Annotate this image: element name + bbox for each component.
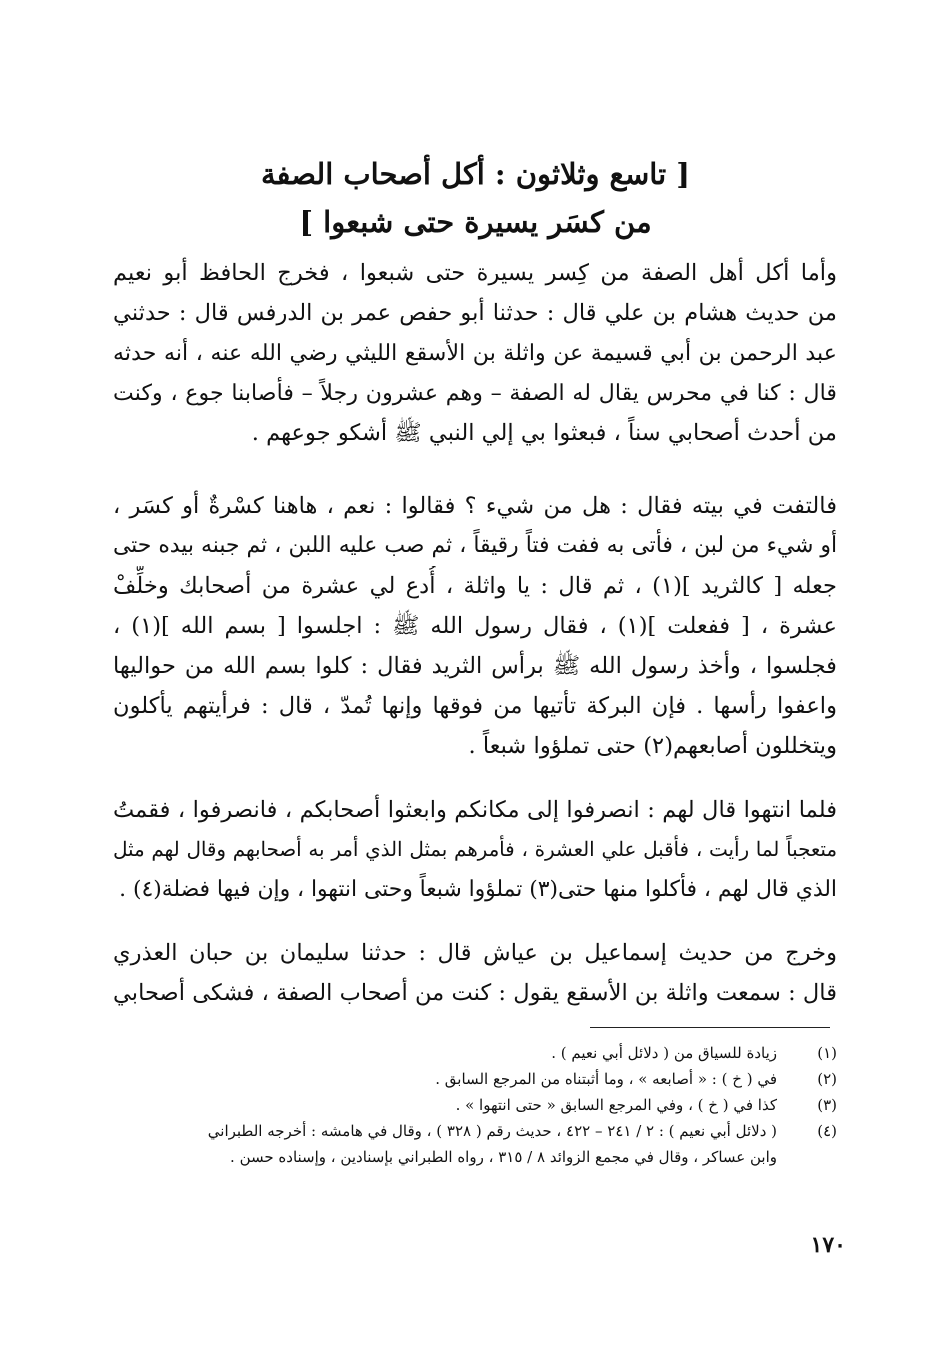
footnotes bbox=[113, 1040, 837, 1170]
footnote bbox=[113, 1092, 837, 1118]
paragraph-line: عبد الرحمن بن أبي قسيمة عن واثلة بن الأسقع الليثي رضي الله عنه ، أنه حدثه bbox=[113, 340, 837, 366]
footnote-number: (٢) bbox=[817, 1070, 837, 1088]
paragraph-line: عشرة ، [ ففعلت ](١) ، فقال رسول الله ﷺ : اجلسوا [ بسم الله ](١) ، bbox=[113, 613, 837, 639]
footnote-number: (٤) bbox=[817, 1122, 837, 1140]
paragraph-line: أو شيء من لبن ، فأتى به ففت فتاً رقيقاً ، ثم صب عليه اللبن ، ثم جبنه بيده حتى bbox=[113, 533, 837, 558]
paragraph-2 bbox=[113, 486, 837, 766]
footnote bbox=[113, 1118, 837, 1144]
paragraph-line: وأما أكل أهل الصفة من كِسر يسيرة حتى شبعوا ، فخرج الحافظ أبو نعيم bbox=[113, 260, 837, 286]
footnote-separator bbox=[590, 1027, 830, 1028]
footnote-number: (٣) bbox=[817, 1096, 837, 1114]
paragraph-line: فلما انتهوا قال لهم : انصرفوا إلى مكانكم وابعثوا أصحابكم ، فانصرفوا ، فقمتُ bbox=[113, 797, 837, 823]
footnote-text: زيادة للسياق من ( دلائل أبي نعيم ) . bbox=[551, 1044, 777, 1062]
paragraph-line: من أحدث أصحابي سناً ، فبعثوا بي إلي النبي ﷺ أشكو جوعهم . bbox=[251, 420, 837, 446]
paragraph-line: من حديث هشام بن علي قال : حدثنا أبو حفص عمر بن الدرفس قال : حدثني bbox=[113, 300, 837, 326]
footnote-text: في ( خ ) : « أصابعه » ، وما أثبتناه من المرجع السابق . bbox=[435, 1070, 777, 1088]
paragraph-line: قال : كنا في محرس يقال له الصفة – وهم عشرون رجلاً – فأصابنا جوع ، وكنت bbox=[113, 380, 837, 406]
footnote-number: (١) bbox=[817, 1044, 837, 1062]
section-heading-line-2: من كسَر يسيرة حتى شبعوا ] bbox=[299, 205, 652, 239]
paragraph-4 bbox=[113, 933, 837, 1013]
paragraph-line: جعله [ كالثريد ](١) ، ثم قال : يا واثلة ، أُدع لي عشرة من أصحابك وخلِّفْ bbox=[113, 573, 837, 599]
paragraph-1 bbox=[113, 253, 837, 453]
footnote-text: كذا في ( خ ) ، وفي المرجع السابق « حتى انتهوا » . bbox=[455, 1096, 777, 1114]
paragraph-3 bbox=[113, 790, 837, 910]
footnote bbox=[113, 1040, 837, 1066]
paragraph-line: وخرج من حديث إسماعيل بن عياش قال : حدثنا سليمان بن حبان العذري bbox=[113, 940, 837, 966]
paragraph-line: واعفوا رأسها . فإن البركة تأتيها من فوقها وإنها تُمدّ ، قال : فرأيتهم يأكلون bbox=[113, 693, 837, 719]
footnote-continuation: وابن عساكر ، وقال في مجمع الزوائد ٨ / ٣١٥ ، رواه الطبراني بإسنادين ، وإسناده حسن . bbox=[230, 1148, 777, 1166]
paragraph-line: فالتفت في بيته فقال : هل من شيء ؟ فقالوا : نعم ، هاهنا كسْرةٌ أو كسَر ، bbox=[113, 493, 837, 519]
paragraph-line: الذي قال لهم ، فأكلوا منها حتى(٣) تملؤوا شبعاً وحتى انتهوا ، وإن فيها فضلة(٤) . bbox=[119, 877, 837, 902]
paragraph-line: ويتخللون أصابعهم(٢) حتى تملؤوا شبعاً . bbox=[468, 733, 837, 759]
footnote bbox=[113, 1066, 837, 1092]
paragraph-line: قال : سمعت واثلة بن الأسقع يقول : كنت من أصحاب الصفة ، فشكى أصحابي bbox=[113, 980, 837, 1006]
page-number: ١٧٠ bbox=[810, 1232, 846, 1258]
section-heading-line-1: [ تاسع وثلاثون : أكل أصحاب الصفة bbox=[261, 157, 690, 191]
paragraph-line: فجلسوا ، وأخذ رسول الله ﷺ برأس الثريد فقال : كلوا بسم الله من حواليها bbox=[113, 653, 837, 679]
paragraph-line: متعجباً لما رأيت ، فأقبل علي العشرة ، فأمرهم بمثل الذي أمر به أصحابهم وقال لهم مثل bbox=[113, 838, 837, 861]
footnote-text: ( دلائل أبي نعيم ) : ٢ / ٢٤١ – ٤٢٢ ، حديث رقم ( ٣٢٨ ) ، وقال في هامشه : أخرجه الطبراني bbox=[207, 1122, 777, 1140]
